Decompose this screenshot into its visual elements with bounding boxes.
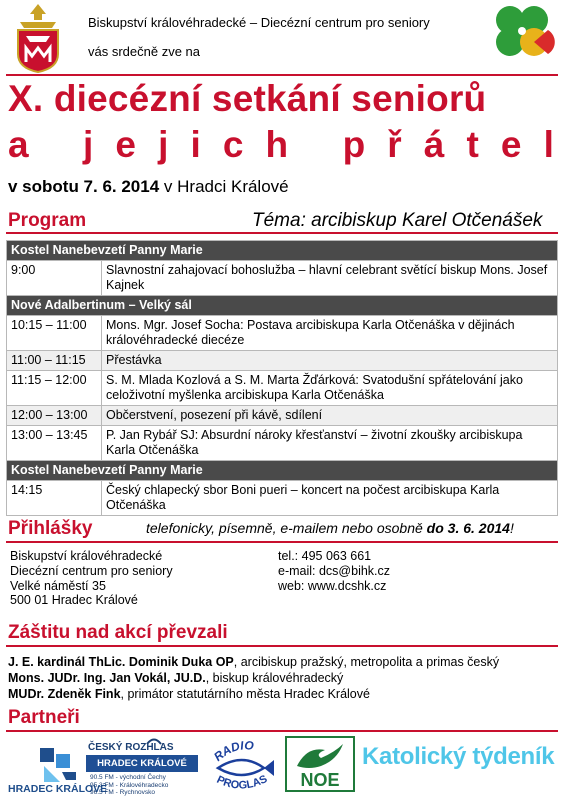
patron-item: [8, 686, 499, 702]
partners-heading: Partneři: [8, 707, 80, 728]
patron-name: MUDr. Zdeněk Fink: [8, 687, 121, 701]
subtitle-letter: p: [342, 124, 366, 165]
contact-email[interactable]: e-mail: dcs@bihk.cz: [278, 563, 391, 578]
patron-role: , arcibiskup pražský, metropolita a primas český: [233, 655, 500, 669]
program-item-row: [7, 371, 558, 406]
registration-methods: telefonicky, písemně, e-mailem nebo osobně: [146, 520, 427, 536]
program-description: Občerstvení, posezení při kávě, sdílení: [102, 406, 558, 426]
program-table: [6, 240, 558, 516]
registration-divider: [6, 541, 558, 543]
program-item-row: [7, 426, 558, 461]
event-date-place: [8, 177, 289, 197]
program-description: Mons. Mgr. Josef Socha: Postava arcibiskupa Karla Otčenáška v dějinách královéhradecké diecéze: [102, 316, 558, 351]
patron-role: , primátor statutárního města Hradec Králové: [120, 687, 370, 701]
cesky-rozhlas-frequencies: [90, 774, 168, 796]
event-subtitle: [8, 124, 554, 166]
address-line: Diecézní centrum pro seniory: [10, 563, 173, 578]
program-venue: Nové Adalbertinum – Velký sál: [7, 296, 558, 316]
diocese-crest-icon: [6, 2, 70, 74]
registration-heading: Přihlášky: [8, 518, 93, 539]
partners-divider: [6, 730, 558, 732]
invitation-line: vás srdečně zve na: [88, 44, 201, 59]
program-item-row: [7, 351, 558, 371]
address-line: Biskupství královéhradecké: [10, 549, 163, 563]
contact-info: [278, 549, 390, 593]
cesky-rozhlas-title: ČESKÝ ROZHLAS: [88, 742, 174, 753]
organizer-line: Biskupství královéhradecké – Diecézní centrum pro seniory: [88, 15, 430, 30]
program-time: 11:15 – 12:00: [7, 371, 102, 406]
patronage-divider: [6, 645, 558, 647]
subtitle-letter: j: [158, 124, 169, 165]
program-time: 12:00 – 13:00: [7, 406, 102, 426]
program-time: 13:00 – 13:45: [7, 426, 102, 461]
clover-logo-icon: [488, 2, 558, 64]
patron-name: Mons. JUDr. Ing. Jan Vokál, JU.D.: [8, 671, 206, 685]
registration-deadline-suffix: !: [509, 520, 514, 536]
radio-proglas-logo: [204, 738, 280, 790]
subtitle-letter: [310, 124, 320, 166]
address-line: 500 01 Hradec Králové: [10, 593, 138, 608]
cesky-rozhlas-station: HRADEC KRÁLOVÉ: [86, 755, 198, 772]
katolicky-tydenik-logo: Katolický týdeník: [362, 743, 555, 770]
program-heading: Program: [8, 210, 87, 231]
frequency-line: 90.5 FM - východní Čechy: [90, 774, 166, 781]
event-date: v sobotu 7. 6. 2014: [8, 177, 160, 196]
program-divider: [6, 232, 558, 234]
program-venue-row: [7, 241, 558, 261]
contact-web[interactable]: web: www.dcshk.cz: [278, 578, 387, 593]
patron-role: , biskup královéhradecký: [205, 671, 344, 685]
program-venue-row: [7, 461, 558, 481]
proglas-bottom-text: PROGLAS: [214, 773, 270, 790]
tv-noe-logo: [285, 736, 355, 792]
program-venue: Kostel Nanebevzetí Panny Marie: [7, 461, 558, 481]
program-venue: Kostel Nanebevzetí Panny Marie: [7, 241, 558, 261]
subtitle-letter: [51, 124, 61, 166]
subtitle-letter: e: [115, 124, 136, 165]
program-theme: Téma: arcibiskup Karel Otčenášek: [252, 210, 543, 231]
program-time: 9:00: [7, 261, 102, 296]
subtitle-letter: c: [222, 124, 244, 165]
patron-item: [8, 670, 499, 686]
program-item-row: [7, 481, 558, 516]
noe-text: NOE: [300, 770, 340, 790]
program-venue-row: [7, 296, 558, 316]
hradec-kralove-label: HRADEC KRÁLOVÉ: [8, 783, 108, 795]
patron-name: J. E. kardinál ThLic. Dominik Duka OP: [8, 655, 234, 669]
patrons-list: [8, 654, 499, 702]
registration-note: [146, 520, 514, 536]
program-description: P. Jan Rybář SJ: Absurdní nároky křesťanství – životní zkoušky arcibiskupa Karla Otčenáška: [102, 426, 558, 461]
subtitle-letter: a: [8, 124, 29, 165]
registration-deadline: do 3. 6. 2014: [426, 520, 510, 536]
subtitle-letter: h: [265, 124, 289, 165]
program-item-row: [7, 406, 558, 426]
patron-item: [8, 654, 499, 670]
subtitle-letter: t: [466, 124, 479, 165]
patronage-heading: Záštitu nad akcí převzali: [8, 622, 228, 643]
program-item-row: [7, 261, 558, 296]
program-time: 11:00 – 11:15: [7, 351, 102, 371]
program-description: Český chlapecký sbor Boni pueri – koncert na počest arcibiskupa Karla Otčenáška: [102, 481, 558, 516]
hradec-kralove-logo-icon: [36, 746, 80, 782]
contact-phone: tel.: 495 063 661: [278, 549, 372, 563]
program-description: S. M. Mlada Kozlová a S. M. Marta Žďárková: Svatodušní spřátelování jako celoživotní myšlenka arcibiskupa Karla Otčenáška: [102, 371, 558, 406]
header-divider: [6, 74, 558, 76]
program-description: Slavnostní zahajovací bohoslužba – hlavní celebrant světící biskup Mons. Josef Kajnek: [102, 261, 558, 296]
address-line: Velké náměstí 35: [10, 578, 106, 593]
postal-address: [10, 549, 173, 608]
subtitle-letter: l: [543, 124, 554, 165]
event-title: X. diecézní setkání seniorů: [8, 78, 487, 119]
program-time: 10:15 – 11:00: [7, 316, 102, 351]
event-place: v Hradci Králové: [159, 177, 289, 196]
proglas-top-text: RADIO: [211, 738, 255, 765]
subtitle-letter: i: [190, 124, 201, 165]
program-item-row: [7, 316, 558, 351]
subtitle-letter: e: [500, 124, 522, 165]
subtitle-letter: ř: [387, 124, 402, 165]
program-description: Přestávka: [102, 351, 558, 371]
program-time: 14:15: [7, 481, 102, 516]
frequency-line: 95.3 FM - Královéhradecko: [90, 781, 169, 789]
frequency-line: 96.5 FM - Rychnovsko: [90, 789, 156, 796]
subtitle-letter: j: [83, 124, 94, 165]
subtitle-letter: á: [423, 124, 445, 165]
